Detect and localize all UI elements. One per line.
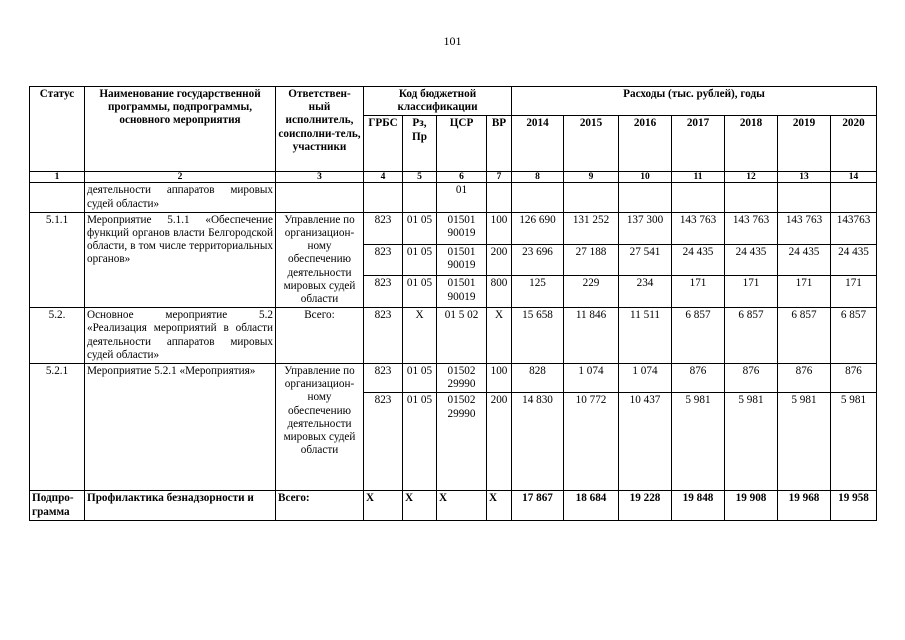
cell-value: 17 867 — [512, 491, 564, 520]
cell-value: 125 — [512, 276, 564, 308]
cell-csr: 01502 29990 — [437, 393, 487, 491]
cell-vr: Х — [487, 308, 512, 364]
cell-value: 876 — [778, 364, 831, 393]
cell-value: 137 300 — [619, 212, 672, 244]
cell-grbs: 823 — [364, 276, 403, 308]
column-number: 6 — [437, 172, 487, 183]
cell-value: 876 — [725, 364, 778, 393]
cell-value: 14 830 — [512, 393, 564, 491]
column-number: 8 — [512, 172, 564, 183]
cell-value: 171 — [831, 276, 877, 308]
cell-value: 23 696 — [512, 244, 564, 276]
cell-rzpr: 01 05 — [403, 276, 437, 308]
cell-csr: 01501 90019 — [437, 212, 487, 244]
cell-responsible: Управление по организацион-ному обеспечению деятельности мировых судей области — [276, 212, 364, 307]
column-number: 4 — [364, 172, 403, 183]
cell-rzpr: Х — [403, 491, 437, 520]
cell-value: 19 228 — [619, 491, 672, 520]
cell-rzpr: 01 05 — [403, 393, 437, 491]
column-number: 12 — [725, 172, 778, 183]
cell-csr: 01 — [437, 183, 487, 212]
cell-rzpr: Х — [403, 308, 437, 364]
column-number: 3 — [276, 172, 364, 183]
cell-value: 27 541 — [619, 244, 672, 276]
cell-name: Мероприятие 5.1.1 «Обеспечение функций органов власти Белгородской области, в том числе территориальных органов» — [85, 212, 276, 307]
cell-vr: 200 — [487, 393, 512, 491]
cell-value: 1 074 — [564, 364, 619, 393]
cell-name: Мероприятие 5.2.1 «Мероприятия» — [85, 364, 276, 491]
cell-value: 171 — [672, 276, 725, 308]
cell-responsible: Всего: — [276, 308, 364, 364]
cell-value: 11 846 — [564, 308, 619, 364]
cell-csr: Х — [437, 491, 487, 520]
cell-status: 5.1.1 — [30, 212, 85, 307]
table-row — [30, 183, 877, 212]
header-year: 2014 — [512, 116, 564, 172]
cell-value: 6 857 — [831, 308, 877, 364]
table-row — [30, 308, 877, 364]
column-number-row — [30, 172, 877, 183]
cell-value: 6 857 — [778, 308, 831, 364]
cell-vr: 100 — [487, 212, 512, 244]
cell-rzpr: 01 05 — [403, 364, 437, 393]
cell-value: 24 435 — [778, 244, 831, 276]
cell-vr: 100 — [487, 364, 512, 393]
cell-value: 15 658 — [512, 308, 564, 364]
cell-grbs: 823 — [364, 244, 403, 276]
cell-vr: 800 — [487, 276, 512, 308]
cell-vr: Х — [487, 491, 512, 520]
header-year: 2019 — [778, 116, 831, 172]
cell-value: 1 074 — [619, 364, 672, 393]
cell-value: 876 — [831, 364, 877, 393]
cell-value: 171 — [725, 276, 778, 308]
column-number: 14 — [831, 172, 877, 183]
cell-csr: 01 5 02 — [437, 308, 487, 364]
budget-table — [29, 86, 877, 521]
cell-name: деятельности аппаратов мировых судей области» — [85, 183, 276, 212]
cell-grbs: Х — [364, 491, 403, 520]
cell-value: 24 435 — [831, 244, 877, 276]
header-responsible: Ответствен-ный исполнитель, соисполни-тель, участники — [276, 87, 364, 172]
cell-status: Подпро-грамма — [30, 491, 85, 520]
cell-value: 24 435 — [672, 244, 725, 276]
cell-rzpr: 01 05 — [403, 212, 437, 244]
header-budget-code: Код бюджетной классификации — [364, 87, 512, 116]
cell-value: 234 — [619, 276, 672, 308]
cell-value: 143 763 — [778, 212, 831, 244]
cell-value: 10 437 — [619, 393, 672, 491]
cell-value: 171 — [778, 276, 831, 308]
header-row-1 — [30, 87, 877, 116]
header-year: 2015 — [564, 116, 619, 172]
cell-name: Профилактика безнадзорности и — [85, 491, 276, 520]
cell-csr: 01501 90019 — [437, 276, 487, 308]
table-row — [30, 491, 877, 520]
table-row — [30, 212, 877, 244]
header-vr: ВР — [487, 116, 512, 172]
header-expenses: Расходы (тыс. рублей), годы — [512, 87, 877, 116]
cell-value: 229 — [564, 276, 619, 308]
header-rzpr: Рз, Пр — [403, 116, 437, 172]
header-year: 2016 — [619, 116, 672, 172]
cell-value: 5 981 — [672, 393, 725, 491]
cell-value: 828 — [512, 364, 564, 393]
column-number: 1 — [30, 172, 85, 183]
cell-rzpr: 01 05 — [403, 244, 437, 276]
header-csr: ЦСР — [437, 116, 487, 172]
cell-value: 143 763 — [672, 212, 725, 244]
cell-value: 5 981 — [778, 393, 831, 491]
cell-grbs: 823 — [364, 364, 403, 393]
column-number: 7 — [487, 172, 512, 183]
cell-value: 19 848 — [672, 491, 725, 520]
cell-value: 143763 — [831, 212, 877, 244]
column-number: 10 — [619, 172, 672, 183]
header-year: 2017 — [672, 116, 725, 172]
header-grbs: ГРБС — [364, 116, 403, 172]
cell-grbs: 823 — [364, 308, 403, 364]
header-year: 2020 — [831, 116, 877, 172]
cell-grbs: 823 — [364, 393, 403, 491]
cell-value: 131 252 — [564, 212, 619, 244]
column-number: 2 — [85, 172, 276, 183]
cell-value: 18 684 — [564, 491, 619, 520]
cell-status: 5.2.1 — [30, 364, 85, 491]
cell-value: 6 857 — [672, 308, 725, 364]
cell-value: 11 511 — [619, 308, 672, 364]
cell-status: 5.2. — [30, 308, 85, 364]
cell-value: 6 857 — [725, 308, 778, 364]
cell-value: 24 435 — [725, 244, 778, 276]
header-status: Статус — [30, 87, 85, 172]
cell-csr: 01501 90019 — [437, 244, 487, 276]
cell-name: Основное мероприятие 5.2 «Реализация мероприятий в области деятельности аппаратов мировых судей области» — [85, 308, 276, 364]
cell-responsible: Управление по организацион-ному обеспечению деятельности мировых судей области — [276, 364, 364, 491]
header-year: 2018 — [725, 116, 778, 172]
column-number: 11 — [672, 172, 725, 183]
cell-value: 10 772 — [564, 393, 619, 491]
cell-value: 143 763 — [725, 212, 778, 244]
cell-csr: 01502 29990 — [437, 364, 487, 393]
cell-responsible: Всего: — [276, 491, 364, 520]
column-number: 5 — [403, 172, 437, 183]
cell-value: 19 908 — [725, 491, 778, 520]
cell-vr: 200 — [487, 244, 512, 276]
cell-value: 19 958 — [831, 491, 877, 520]
cell-value: 5 981 — [725, 393, 778, 491]
cell-value: 126 690 — [512, 212, 564, 244]
column-number: 13 — [778, 172, 831, 183]
header-name: Наименование государственной программы, подпрограммы, основного мероприятия — [85, 87, 276, 172]
cell-value: 19 968 — [778, 491, 831, 520]
cell-value: 5 981 — [831, 393, 877, 491]
cell-grbs: 823 — [364, 212, 403, 244]
cell-value: 27 188 — [564, 244, 619, 276]
table-row — [30, 364, 877, 393]
page-number: 101 — [443, 34, 462, 48]
column-number: 9 — [564, 172, 619, 183]
cell-value: 876 — [672, 364, 725, 393]
